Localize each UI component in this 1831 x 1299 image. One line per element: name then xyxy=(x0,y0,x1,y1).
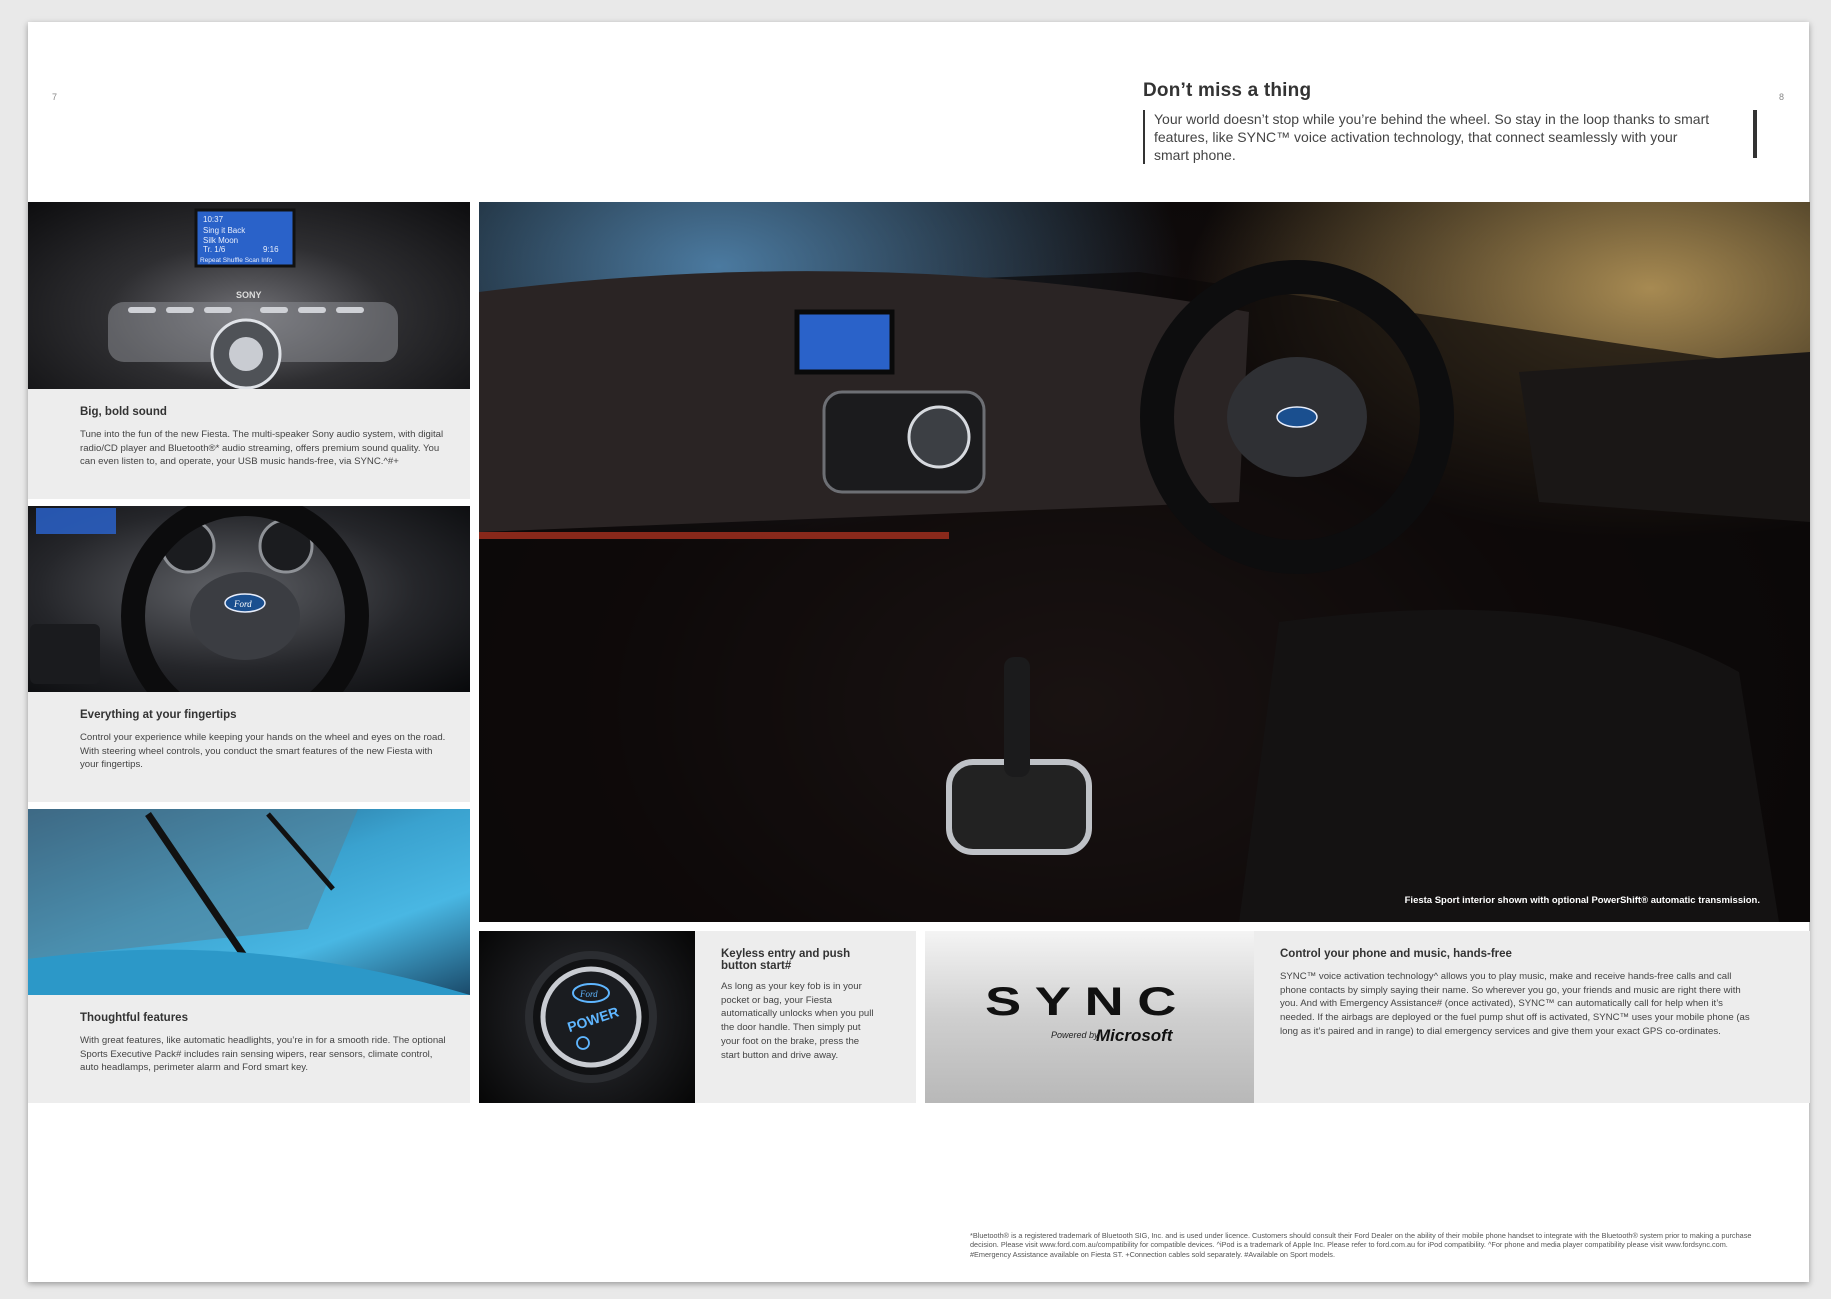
screen-menu: Repeat Shuffle Scan Info xyxy=(200,257,273,264)
interior-illustration xyxy=(479,202,1810,922)
feature-panel-sound xyxy=(28,389,470,499)
power-label: POWER xyxy=(565,1003,621,1036)
sync-powered-by: Powered by xyxy=(1051,1030,1099,1040)
wheel-badge-text: Ford xyxy=(234,599,252,609)
main-ford-badge-icon xyxy=(1277,407,1317,427)
interior-main-photo xyxy=(479,202,1810,922)
intro-accent-bar xyxy=(1753,110,1757,158)
intro-text: Your world doesn’t stop while you’re behind the wheel. So stay in the loop thanks to smart features, like SYNC™ voice activation technology, that connect seamlessly with your smart phone. xyxy=(1143,110,1714,164)
feature-text-fingertips: Control your experience while keeping your hands on the wheel and eyes on the road. With steering wheel controls, you conduct the smart features of the new Fiesta with your fingertips. xyxy=(80,732,446,771)
sync-microsoft-brand: Microsoft xyxy=(1096,1026,1173,1045)
screen-clock: 10:37 xyxy=(203,215,224,224)
steering-wheel-photo xyxy=(28,506,470,692)
feature-title-fingertips: Everything at your fingertips xyxy=(80,709,237,721)
feature-title-keyless: Keyless entry and push button start# xyxy=(721,948,851,972)
screen-time: 9:16 xyxy=(263,245,279,254)
screen-info: Tr. 1/6 xyxy=(203,245,226,254)
page-title: Don’t miss a thing xyxy=(1143,80,1312,101)
sync-microsoft-logo xyxy=(925,931,1254,1103)
photo-credit: Fiesta Sport interior shown with optional PowerShift® automatic transmission. xyxy=(1404,895,1760,906)
audio-system-photo xyxy=(28,202,470,389)
windscreen-wiper-illustration xyxy=(28,809,470,995)
feature-panel-thoughtful xyxy=(28,995,470,1103)
feature-panel-sync xyxy=(1254,931,1810,1103)
feature-title-sync: Control your phone and music, hands-free xyxy=(1280,948,1512,960)
push-button-start-illustration xyxy=(479,931,695,1103)
power-badge-text: Ford xyxy=(580,989,598,999)
power-button-photo xyxy=(479,931,695,1103)
feature-text-sound: Tune into the fun of the new Fiesta. The multi-speaker Sony audio system, with digital radio/CD player and Bluetooth®* audio streaming, offers premium sound quality. You can even listen to, and operate, your USB music hands-free, via SYNC.^#+ xyxy=(80,429,444,468)
feature-panel-fingertips xyxy=(28,692,470,802)
feature-text-thoughtful: With great features, like automatic headlights, you’re in for a smooth ride. The optional Sports Executive Pack# includes rain sensing wipers, rear sensors, climate control, auto headlamps, perimeter alarm and Ford smart key. xyxy=(80,1035,446,1074)
feature-text-sync: SYNC™ voice activation technology^ allows you to play music, make and receive hands-free calls and call phone contacts by simply saying their name. So wherever you go, your friends and music are right there with you. And with Emergency Assistance# (once activated), SYNC™ can automatically call for help when it’s needed. If the airbags are deployed or the fuel pump shut off is activated, SYNC™ uses your mobile phone (as long as it’s paired and in range) to dial emergency services and give them your exact GPS co-ordinates. xyxy=(1280,971,1750,1037)
page-number-right: 8 xyxy=(1779,92,1785,102)
feature-title-thoughtful: Thoughtful features xyxy=(80,1012,188,1024)
sync-logo-panel xyxy=(925,931,1254,1103)
legal-footnote: *Bluetooth® is a registered trademark of Bluetooth SIG, Inc. and is used under licence. Customers should consult their Ford Dealer on the ability of their mobile phone handset to integrate with the Bluetooth® system prior to making a purchase decision. Please visit www.ford.com.au/compatibility for compatible devices. ^iPod is a trademark of Apple Inc. Please refer to ford.com.au for iPod compatibility. ^For phone and media player compatibility please visit www.fordsync.com. #Emergency Assistance available on Fiesta ST. +Connection cables sold separately. #Available on Sport models. xyxy=(970,1231,1752,1259)
feature-panel-keyless xyxy=(695,931,916,1103)
page-number-left: 7 xyxy=(52,92,58,102)
wiper-photo xyxy=(28,809,470,995)
feature-text-keyless: As long as your key fob is in your pocket or bag, your Fiesta automatically unlocks when you pull the door handle. Then simply put your foot on the brake, press the start button and drive away. xyxy=(721,981,874,1061)
sony-brand: SONY xyxy=(236,290,262,300)
audio-console-illustration xyxy=(28,202,470,389)
intro-block xyxy=(1143,80,1763,164)
screen-track: Silk Moon xyxy=(203,236,239,245)
screen-title: Sing it Back xyxy=(203,226,246,235)
feature-title-sound: Big, bold sound xyxy=(80,406,167,418)
sync-wordmark: SYNC xyxy=(985,980,1190,1024)
steering-wheel-illustration xyxy=(28,506,470,692)
